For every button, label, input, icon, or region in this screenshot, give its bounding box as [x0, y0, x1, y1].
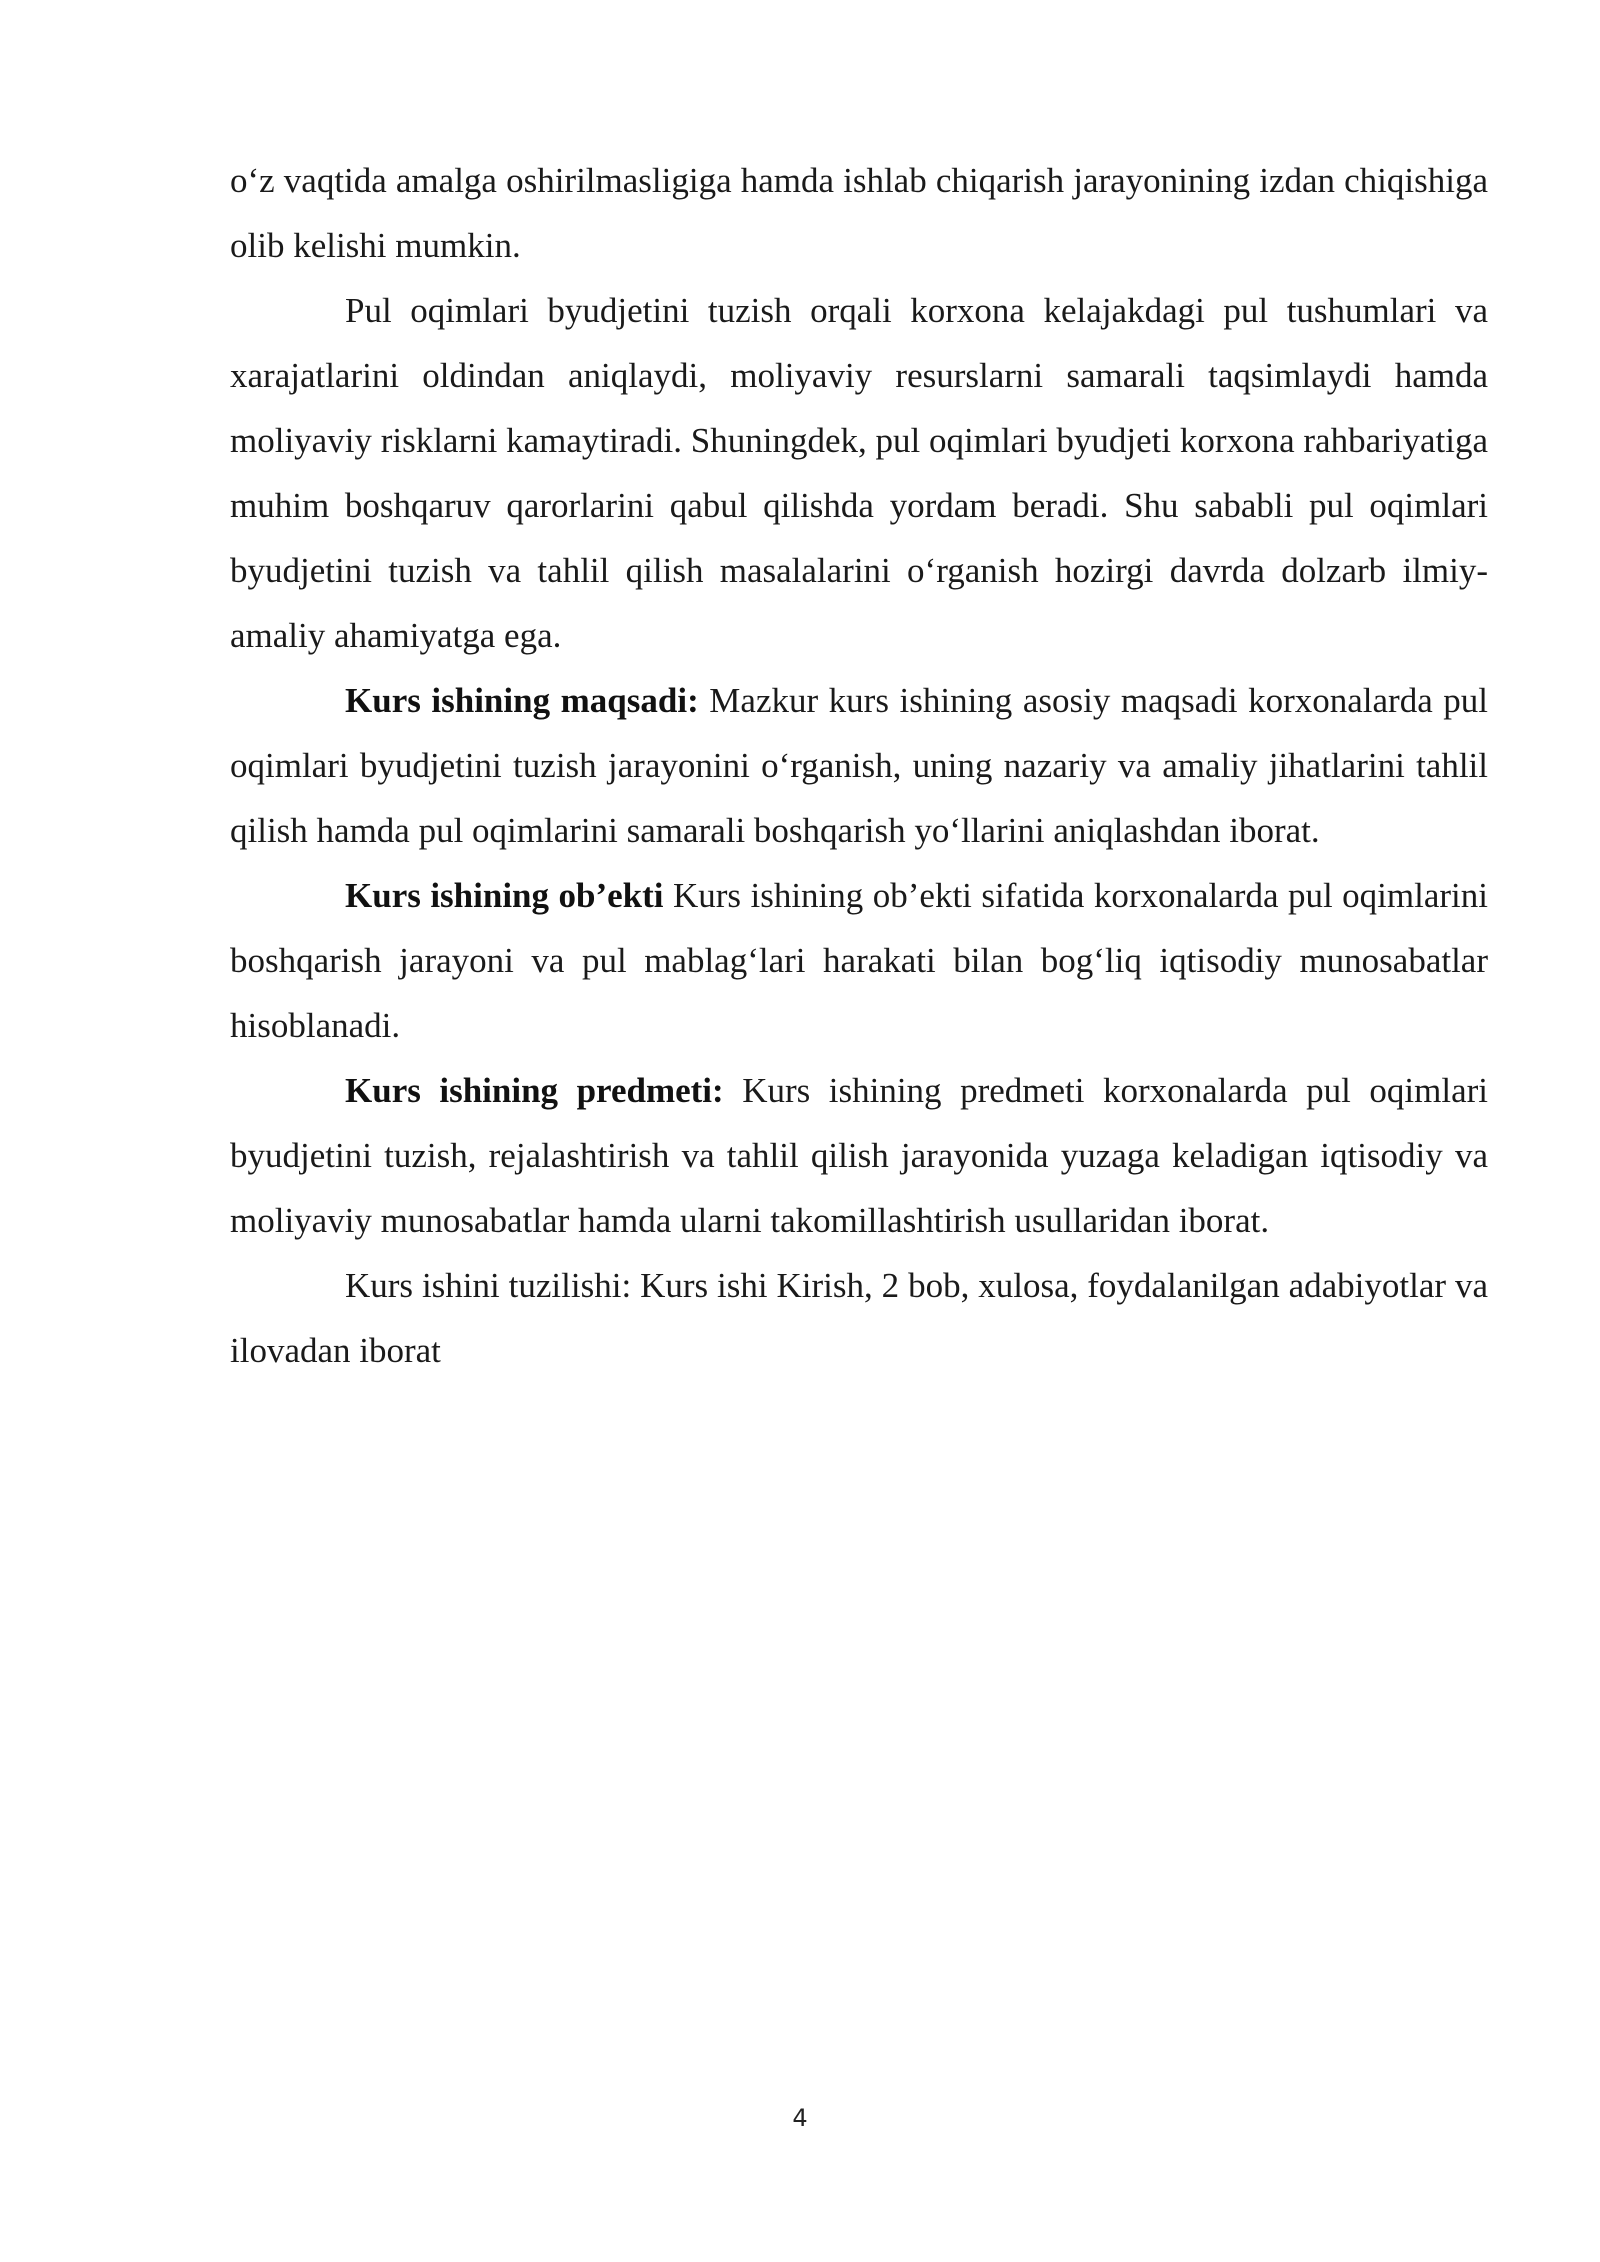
page-number: 4 [792, 2104, 808, 2132]
paragraph-heading-object: Kurs ishining ob’ekti [345, 876, 664, 915]
paragraph-text: Pul oqimlari byudjetini tuzish orqali korxona kelajakdagi pul tushumlari va xarajatlarini oldindan aniqlaydi, moliyaviy resurslarni samarali taqsimlaydi hamda moliyaviy risklarni kamaytiradi. Shuningdek, pul oqimlari byudjeti korxona rahbariyatiga muhim boshqaruv qarorlarini qabul qilishda yordam beradi. Shu sababli pul oqimlari byudjetini tuzish va tahlil qilish masalalarini o‘rganish hozirgi davrda dolzarb ilmiy-amaliy ahamiyatga ega. [230, 291, 1488, 655]
paragraph-course-object [230, 863, 1488, 1058]
paragraph-text: Kurs ishining predmeti korxonalarda pul oqimlari byudjetini tuzish, rejalashtirish va tahlil qilish jarayonida yuzaga keladigan iqtisodiy va moliyaviy munosabatlar hamda ularni takomillashtirish usullaridan iborat. [230, 1071, 1488, 1240]
paragraph-text: o‘z vaqtida amalga oshirilmasligiga hamda ishlab chiqarish jarayonining izdan chiqishiga olib kelishi mumkin. [230, 161, 1488, 265]
paragraph-course-subject [230, 1058, 1488, 1253]
paragraph-cash-flow-budget [230, 278, 1488, 668]
paragraph-course-structure [230, 1253, 1488, 1383]
paragraph-text: Kurs ishining ob’ekti sifatida korxonalarda pul oqimlarini boshqarish jarayoni va pul mablag‘lari harakati bilan bog‘liq iqtisodiy munosabatlar hisoblanadi. [230, 876, 1488, 1045]
document-body [230, 148, 1488, 1383]
paragraph-heading-subject: Kurs ishining predmeti: [345, 1071, 724, 1110]
paragraph-text: Mazkur kurs ishining asosiy maqsadi korxonalarda pul oqimlari byudjetini tuzish jarayonini o‘rganish, uning nazariy va amaliy jihatlarini tahlil qilish hamda pul oqimlarini samarali boshqarish yo‘llarini aniqlashdan iborat. [230, 681, 1489, 850]
paragraph-heading-goal: Kurs ishining maqsadi: [345, 681, 699, 720]
paragraph-text: Kurs ishini tuzilishi: Kurs ishi Kirish, 2 bob, xulosa, foydalanilgan adabiyotlar va ilovadan iborat [230, 1266, 1488, 1370]
paragraph-course-goal [230, 668, 1488, 863]
paragraph-continuation [230, 148, 1488, 278]
